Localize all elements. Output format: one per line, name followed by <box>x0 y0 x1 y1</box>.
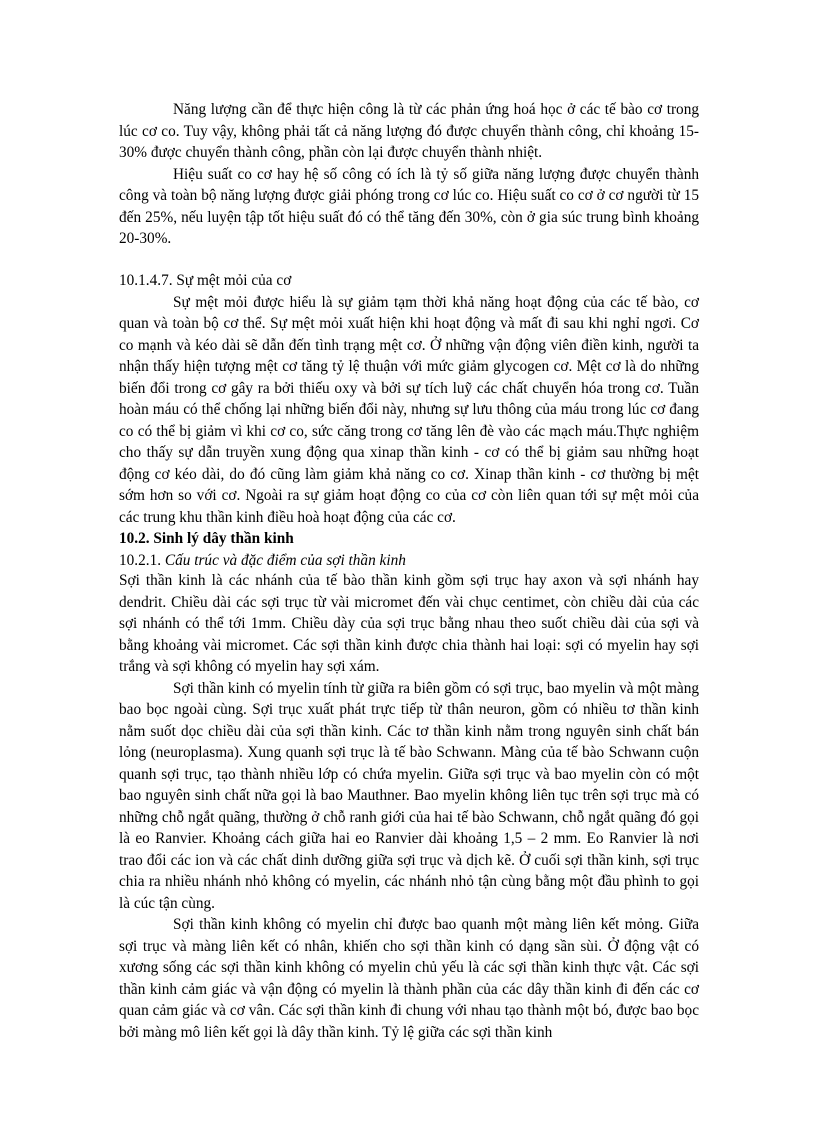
paragraph-energy: Năng lượng cần để thực hiện công là từ các phản ứng hoá học ở các tế bào cơ trong lúc cơ co. Tuy vậy, không phải tất cả năng lượng đó được chuyển thành công, chỉ khoảng 15-30% được chuyển thành công, phần còn lại được chuyển thành nhiệt. <box>119 101 699 161</box>
section-heading-10-2-1 <box>119 550 699 572</box>
section-title-10-2-1: Cấu trúc và đặc điểm của sợi thần kinh <box>164 551 406 569</box>
section-heading-10-2: 10.2. Sinh lý dây thần kinh <box>119 530 294 547</box>
paragraph-fatigue: Sự mệt mỏi được hiểu là sự giảm tạm thời khả năng hoạt động của các tế bào, cơ quan và toàn bộ cơ thể. Sự mệt mỏi xuất hiện khi hoạt động và mất đi sau khi nghỉ ngơi. Cơ co mạnh và kéo dài sẽ dẫn đến tình trạng mệt cơ. Ở những vận động viên điền kinh, người ta nhận thấy hiện tượng mệt cơ tăng tỷ lệ thuận với mức giảm glycogen cơ. Mệt cơ là do những biến đổi trong cơ gây ra bởi thiếu oxy và bởi sự tích luỹ các chất chuyển hóa trong cơ. Tuần hoàn máu có thể chống lại những biến đổi này, nhưng sự lưu thông của máu trong lúc cơ đang co có thể bị giảm vì khi cơ co, sức căng trong cơ tăng lên đè vào các mạch máu.Thực nghiệm cho thấy sự dẫn truyền xung động qua xinap thần kinh - cơ có thể bị giảm sau những hoạt động cơ kéo dài, do đó cũng làm giảm khả năng co cơ. Xinap thần kinh - cơ thường bị mệt sớm hơn so với cơ. Ngoài ra sự giảm hoạt động co của cơ còn liên quan tới sự mệt mỏi của các trung khu thần kinh điều hoà hoạt động của các cơ. <box>119 293 699 526</box>
paragraph-efficiency: Hiệu suất co cơ hay hệ số công có ích là tỷ số giữa năng lượng được chuyển thành công và toàn bộ năng lượng được giải phóng trong cơ lúc co. Hiệu suất co cơ ở cơ người từ 15 đến 25%, nếu luyện tập tốt hiệu suất đó có thể tăng đến 30%, còn ở gia súc trung bình khoảng 20-30%. <box>119 165 699 247</box>
body-block-nerve-fiber <box>119 570 699 1043</box>
paragraph-unmyelinated-fiber: Sợi thần kinh không có myelin chỉ được bao quanh một màng liên kết mỏng. Giữa sợi trục và màng liên kết có nhân, khiến cho sợi thần kinh có dạng sần sùi. Ở động vật có xương sống các sợi thần kinh không có myelin chủ yếu là các sợi thần kinh thực vật. Các sợi thần kinh cảm giác và vận động có myelin là thành phần của các dây thần kinh đi đến các cơ quan cảm giác và cơ vân. Các sợi thần kinh đi chung với nhau tạo thành một bó, được bao bọc bởi màng mô liên kết gọi là dây thần kinh. Tỷ lệ giữa các sợi thần kinh <box>119 916 699 1041</box>
paragraph-nerve-fiber-intro: Sợi thần kinh là các nhánh của tế bào thần kinh gồm sợi trục hay axon và sợi nhánh hay dendrit. Chiều dài các sợi trục từ vài micromet đến vài chục centimet, còn chiều dài của các sợi nhánh có thể tới 1mm. Chiều dày của sợi trục bằng nhau theo suốt chiều dài của sợi và bằng khoảng vài micromet. Các sợi thần kinh được chia thành hai loại: sợi có myelin hay sợi trắng và sợi không có myelin hay sợi xám. <box>119 572 699 675</box>
body-block-fatigue <box>119 270 699 571</box>
section-heading-10-1-4-7: 10.1.4.7. Sự mệt mỏi của cơ <box>119 272 292 289</box>
paragraph-myelinated-fiber: Sợi thần kinh có myelin tính từ giữa ra biên gồm có sợi trục, bao myelin và một màng bao bọc ngoài cùng. Sợi trục xuất phát trực tiếp từ thân neuron, gồm có nhiều tơ thần kinh nằm suốt dọc chiều dài của sợi thần kinh. Các tơ thần kinh nằm trong nguyên sinh chất bán lỏng (neuroplasma). Xung quanh sợi trục là tế bào Schwann. Màng của tế bào Schwann cuộn quanh sợi trục, tạo thành nhiều lớp có chứa myelin. Giữa sợi trục và bao myelin còn có một bao nguyên sinh chất nữa gọi là bao Mauthner. Bao myelin không liên tục trên sợi trục mà có những chỗ ngắt quãng, thường ở chỗ ranh giới của hai tế bào Schwann, chỗ ngắt quãng đó gọi là eo Ranvier. Khoảng cách giữa hai eo Ranvier dài khoảng 1,5 – 2 mm. Eo Ranvier là nơi trao đổi các ion và các chất dinh dưỡng giữa sợi trục và dịch kẽ. Ở cuối sợi thần kinh, sợi trục chia ra nhiều nhánh nhỏ không có myelin, các nhánh nhỏ tận cùng bằng một đầu phình to gọi là cúc tận cùng. <box>119 679 699 912</box>
section-number-10-2-1: 10.2.1. <box>119 551 162 569</box>
body-block-energy <box>119 99 699 250</box>
